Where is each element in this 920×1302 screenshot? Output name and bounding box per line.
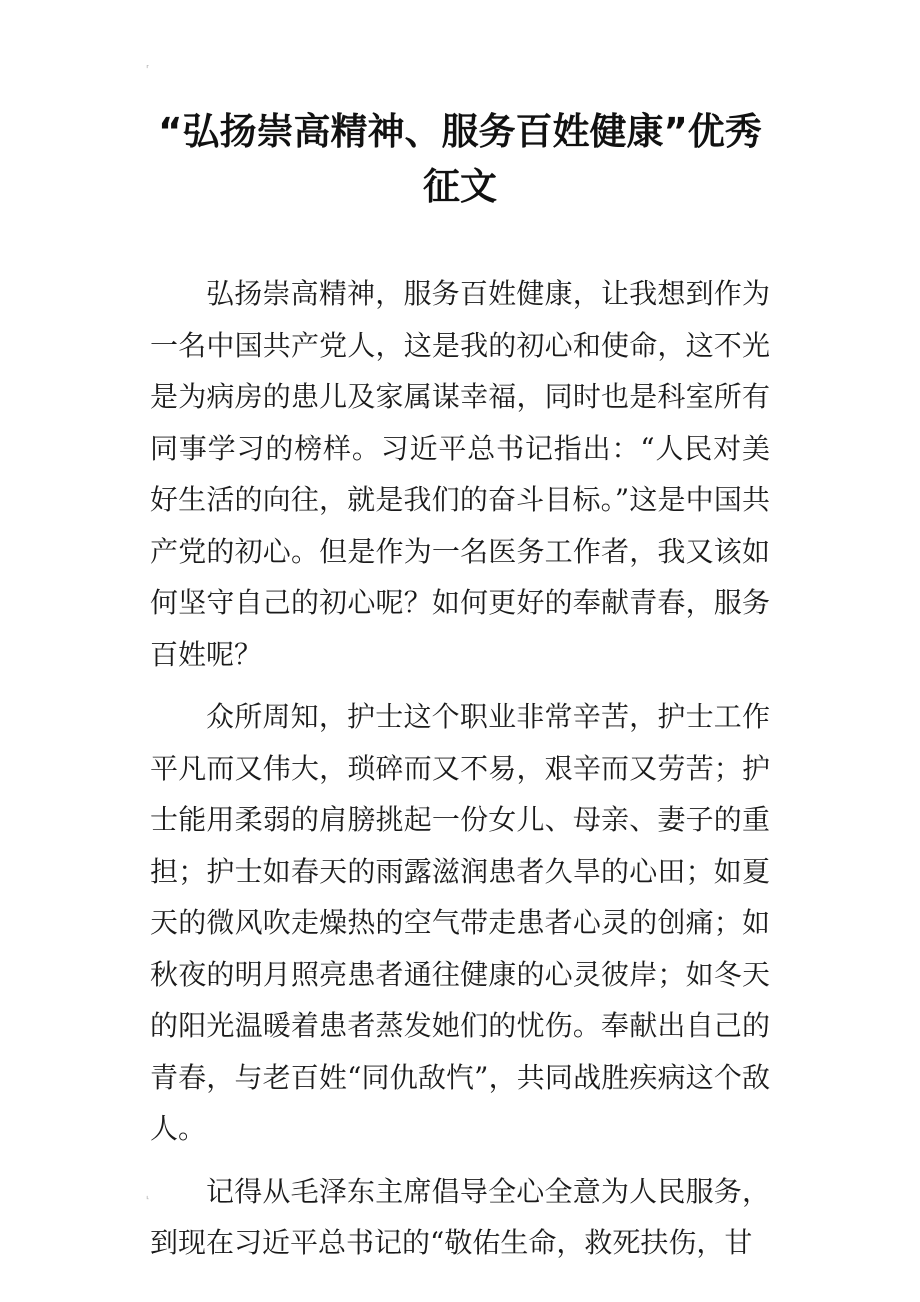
page-corner-mark-bottom: ⸤ xyxy=(146,1191,150,1201)
document-title: “弘扬崇高精神、服务百姓健康”优秀征文 xyxy=(158,110,762,208)
paragraph: 众所周知，护士这个职业非常辛苦，护士工作平凡而又伟大，琐碎而又不易，艰辛而又劳苦；护士能用柔弱的肩膀挑起一份女儿、母亲、妻子的重担；护士如春天的雨露滋润患者久旱的心田；如夏天的微风吹走燥热的空气带走患者心灵的创痛；如秋夜的明月照亮患者通往健康的心灵彼岸；如冬天的阳光温暖着患者蒸发她们的忧伤。奉献出自己的青春，与老百姓“同仇敌忾”，共同战胜疾病这个敌人。 xyxy=(150,700,770,1145)
paragraph: 记得从毛泽东主席倡导全心全意为人民服务，到现在习近平总书记的“敬佑生命，救死扶伤，甘 xyxy=(150,1174,770,1259)
document-body xyxy=(150,268,770,1280)
page-corner-mark-top: ⸢ xyxy=(146,65,150,75)
paragraph: 弘扬崇高精神，服务百姓健康，让我想到作为一名中国共产党人，这是我的初心和使命，这不光是为病房的患儿及家属谋幸福，同时也是科室所有同事学习的榜样。习近平总书记指出：“人民对美好生活的向往，就是我们的奋斗目标。”这是中国共产党的初心。但是作为一名医务工作者，我又该如何坚守自己的初心呢？如何更好的奉献青春，服务百姓呢？ xyxy=(150,277,770,671)
